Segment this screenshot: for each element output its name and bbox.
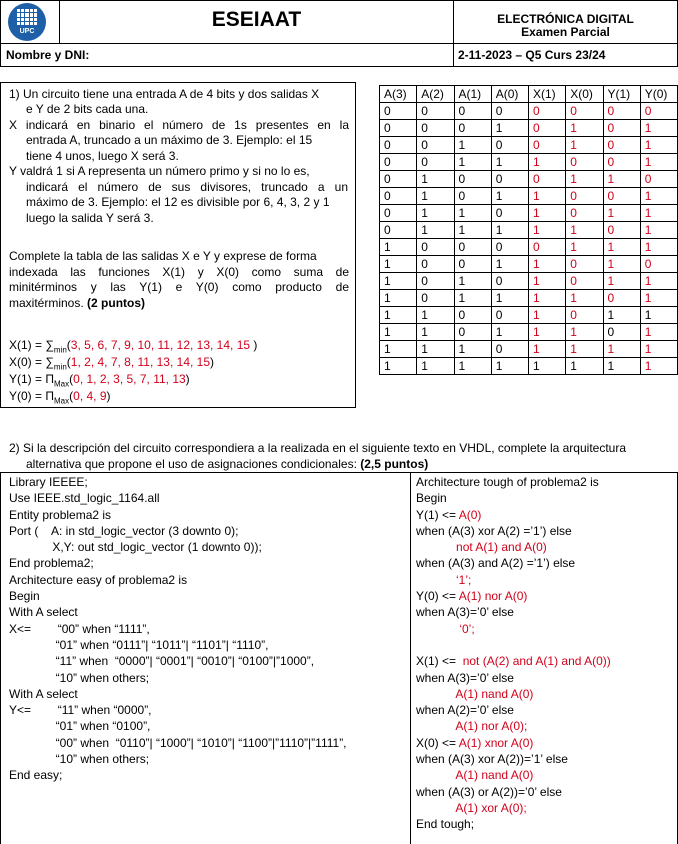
name-cell [0, 43, 454, 67]
code-answer: ‘1’; [456, 572, 472, 587]
table-row [380, 358, 678, 375]
code-answer: A(1) xnor A(0) [458, 735, 534, 750]
table-cell: 0 [417, 120, 454, 137]
table-cell: 1 [454, 273, 491, 290]
code-line: “10” when others; [9, 752, 150, 767]
table-cell: 1 [417, 307, 454, 324]
table-cell: 0 [380, 137, 417, 154]
code-line: End problema2; [9, 556, 94, 571]
p1-task-line [9, 296, 349, 311]
table-cell: 0 [491, 239, 528, 256]
table-row [380, 154, 678, 171]
table-cell: 1 [566, 324, 603, 341]
table-cell: 1 [566, 171, 603, 188]
table-cell: 1 [640, 188, 677, 205]
table-cell: 0 [454, 120, 491, 137]
table-cell: 1 [603, 171, 640, 188]
code-line: when (A(3) and A(2) =’1’) else [416, 556, 576, 571]
table-cell: 1 [529, 205, 566, 222]
code-answer: A(0) [458, 507, 482, 522]
code-line: “11” when “0000”| “0001”| “0010”| “0100”|”1000”, [9, 654, 315, 669]
code-line: when (A(3) xor A(2))=’1’ else [416, 752, 568, 767]
p1-line: Y valdrá 1 si A representa un número primo y si no lo es, [9, 164, 310, 178]
table-cell: 1 [640, 154, 677, 171]
name-label: Nombre y DNI: [6, 48, 90, 62]
table-cell: 1 [603, 205, 640, 222]
table-cell: 1 [566, 222, 603, 239]
table-cell: 1 [491, 154, 528, 171]
school-cell [59, 0, 454, 44]
table-cell: 1 [380, 290, 417, 307]
code-line: “01” when “0111”| “1011”| “1101”| “1110”, [9, 637, 269, 652]
answer-y1: 0, 1, 2, 3, 5, 7, 11, 13 [73, 372, 186, 386]
p2-intro-line2 [26, 457, 666, 472]
table-cell: 0 [566, 205, 603, 222]
vhdl-code-tough [416, 474, 611, 833]
table-row [380, 290, 678, 307]
code-line: With A select [9, 686, 78, 701]
table-cell: 0 [566, 154, 603, 171]
table-row [380, 103, 678, 120]
table-cell: 1 [640, 290, 677, 307]
table-cell: 0 [417, 273, 454, 290]
table-cell: 1 [491, 188, 528, 205]
table-cell: 0 [491, 307, 528, 324]
header-a3: A(3) [380, 86, 417, 103]
table-cell: 1 [380, 307, 417, 324]
table-cell: 0 [529, 103, 566, 120]
table-cell: 1 [380, 341, 417, 358]
table-cell: 1 [603, 307, 640, 324]
code-line: Y<= “11” when “0000”, [9, 703, 152, 718]
table-cell: 1 [380, 324, 417, 341]
table-cell: 0 [566, 273, 603, 290]
function-y1: $Y(1) = \Pi_{Max}(0$, 1, 2, 3, 5, 7, 11, 13) [9, 372, 190, 389]
code-line: Port ( A: in std_logic_vector (3 downto 0); [9, 523, 239, 538]
code-line [416, 686, 611, 702]
p1-line: luego la salida Y será 3. [26, 211, 154, 225]
table-cell: 0 [529, 120, 566, 137]
table-cell: 0 [603, 324, 640, 341]
table-cell: 0 [454, 256, 491, 273]
p2-points: (2,5 puntos) [360, 457, 429, 471]
table-cell: 1 [491, 256, 528, 273]
table-cell: 0 [603, 188, 640, 205]
table-row [380, 188, 678, 205]
exam-type: Examen Parcial [521, 25, 610, 39]
date-cell [453, 43, 678, 67]
code-line: when A(3)=’0’ else [416, 605, 514, 620]
code-line: when A(2)=’0’ else [416, 703, 514, 718]
table-cell: 1 [603, 358, 640, 375]
table-cell: 1 [417, 171, 454, 188]
code-column-divider [410, 472, 411, 844]
code-line [416, 767, 611, 783]
table-cell: 0 [380, 205, 417, 222]
table-cell: 1 [640, 205, 677, 222]
code-line: Architecture easy of problema2 is [9, 572, 188, 587]
table-cell: 0 [491, 171, 528, 188]
code-line: when A(3)=’0’ else [416, 670, 514, 685]
code-line [416, 621, 611, 637]
table-cell: 1 [566, 341, 603, 358]
table-cell: 1 [529, 341, 566, 358]
table-cell: 1 [640, 324, 677, 341]
code-answer: not A(1) and A(0) [456, 540, 547, 555]
p1-points: (2 puntos) [87, 296, 146, 310]
function-y0: $Y(0) = \Pi_{Max}(0$, 4, 9) [9, 389, 111, 406]
course-title: ELECTRÓNICA DIGITAL [497, 12, 634, 26]
p1-task-line: Complete la tabla de las salidas X e Y y exprese de forma [9, 249, 317, 263]
table-cell: 0 [417, 239, 454, 256]
table-cell: 1 [640, 239, 677, 256]
table-cell: 1 [529, 256, 566, 273]
table-cell: 1 [454, 154, 491, 171]
table-row [380, 171, 678, 188]
header-a1: A(1) [454, 86, 491, 103]
table-cell: 0 [417, 154, 454, 171]
code-line: X(1) <= not (A(2) and A(1) and A(0)) [416, 654, 611, 669]
answer-x0: 1, 2, 4, 7, 8, 11, 13, 14, 15 [70, 355, 211, 369]
code-line [416, 539, 611, 555]
table-cell: 1 [603, 256, 640, 273]
table-cell: 1 [603, 273, 640, 290]
table-cell: 0 [454, 171, 491, 188]
table-cell: 1 [566, 120, 603, 137]
table-cell: 1 [640, 307, 677, 324]
table-cell: 1 [640, 358, 677, 375]
code-line: End easy; [9, 768, 63, 783]
table-cell: 1 [454, 358, 491, 375]
code-line [416, 718, 611, 734]
table-cell: 1 [491, 290, 528, 307]
table-cell: 0 [566, 307, 603, 324]
table-row [380, 307, 678, 324]
code-answer: A(1) nor A(0) [458, 589, 528, 604]
code-answer: A(1) nand A(0) [455, 686, 534, 701]
code-answer: A(1) xor A(0); [455, 800, 527, 815]
table-cell: 1 [454, 205, 491, 222]
header-x0: X(0) [566, 86, 603, 103]
table-cell: 0 [380, 188, 417, 205]
table-cell: 0 [417, 103, 454, 120]
table-cell: 1 [380, 273, 417, 290]
table-cell: 1 [454, 222, 491, 239]
table-cell: 0 [454, 307, 491, 324]
code-answer: not (A(2) and A(1) and A(0)) [462, 654, 611, 669]
code-line: Architecture tough of problema2 is [416, 475, 599, 489]
table-cell: 1 [417, 188, 454, 205]
function-x0: $X(0) = \sum_{min}(1$, 2, 4, 7, 8, 11, 13, 14, 15) [9, 355, 215, 372]
answer-x1: 3, 5, 6, 7, 9, 10, 11, 12, 13, 14, 15 [70, 338, 251, 352]
table-cell: 1 [566, 137, 603, 154]
code-line: Use IEEE.std_logic_1164.all [9, 491, 160, 506]
code-line: X(0) <= A(1) xnor A(0) [416, 735, 534, 750]
table-cell: 1 [380, 358, 417, 375]
table-cell: 1 [491, 324, 528, 341]
table-cell: 1 [417, 205, 454, 222]
table-cell: 1 [529, 222, 566, 239]
code-line: Entity problema2 is [9, 507, 112, 522]
table-row [380, 222, 678, 239]
code-line: Begin [9, 589, 40, 604]
code-line: Y(0) <= A(1) nor A(0) [416, 589, 528, 604]
table-cell: 0 [491, 137, 528, 154]
table-cell: 1 [529, 307, 566, 324]
table-cell: 1 [566, 239, 603, 256]
table-cell: 1 [454, 137, 491, 154]
table-cell: 0 [529, 171, 566, 188]
table-row [380, 256, 678, 273]
table-cell: 0 [380, 103, 417, 120]
p2-intro-line1: 2) Si la descripción del circuito correspondiera a la realizada en el siguiente texto en VHDL, complete la arquitectura [9, 441, 626, 455]
table-cell: 0 [417, 256, 454, 273]
table-cell: 0 [603, 290, 640, 307]
table-cell: 0 [454, 103, 491, 120]
table-cell: 0 [603, 103, 640, 120]
header-a2: A(2) [417, 86, 454, 103]
p1-task-line: indexada las funciones X(1) y X(0) como suma de [9, 265, 349, 279]
table-cell: 0 [566, 188, 603, 205]
table-cell: 0 [454, 239, 491, 256]
header-a0: A(0) [491, 86, 528, 103]
table-cell: 0 [640, 256, 677, 273]
table-cell: 1 [454, 290, 491, 307]
table-row [380, 239, 678, 256]
table-cell: 0 [417, 137, 454, 154]
function-x1: $X(1) = \sum_{min}(3$, 5, 6, 7, 9, 10, 11, 12, 13, 14, 15 ) [9, 338, 258, 355]
truth-table-header-row [380, 86, 678, 103]
answer-y0: 0, 4, 9 [73, 389, 107, 403]
code-line: X,Y: out std_logic_vector (1 downto 0)); [9, 540, 262, 555]
header-y0: Y(0) [640, 86, 677, 103]
code-answer: ‘0’; [459, 621, 475, 636]
code-answer: A(1) nor A(0); [455, 719, 528, 734]
table-row [380, 137, 678, 154]
table-cell: 1 [640, 120, 677, 137]
table-cell: 1 [529, 290, 566, 307]
table-cell: 1 [640, 222, 677, 239]
table-row [380, 205, 678, 222]
table-cell: 0 [491, 205, 528, 222]
table-cell: 0 [529, 137, 566, 154]
table-cell: 0 [491, 341, 528, 358]
p1-line: 1) Un circuito tiene una entrada A de 4 bits y dos salidas X [9, 87, 320, 101]
table-cell: 1 [380, 239, 417, 256]
table-cell: 1 [566, 290, 603, 307]
table-cell: 1 [640, 273, 677, 290]
p1-line: máximo de 3. Ejemplo: el 12 es divisible por 6, 4, 3, 2 y 1 [26, 195, 330, 209]
table-cell: 0 [640, 171, 677, 188]
table-cell: 1 [380, 256, 417, 273]
table-cell: 1 [417, 341, 454, 358]
table-row [380, 324, 678, 341]
table-cell: 1 [529, 358, 566, 375]
table-cell: 1 [529, 324, 566, 341]
header-x1: X(1) [529, 86, 566, 103]
table-cell: 0 [454, 324, 491, 341]
code-line: “00” when “0110”| “1000”| “1010”| “1100”|”1110”|”1111”, [9, 735, 347, 750]
table-cell: 1 [529, 154, 566, 171]
table-cell: 1 [529, 273, 566, 290]
table-cell: 0 [380, 154, 417, 171]
date-info: 2-11-2023 – Q5 Curs 23/24 [458, 48, 606, 62]
upc-logo-icon [8, 3, 46, 41]
table-cell: 1 [491, 120, 528, 137]
code-line [416, 572, 611, 588]
table-cell: 0 [380, 222, 417, 239]
logo-text: UPC [19, 28, 35, 35]
table-cell: 0 [417, 290, 454, 307]
code-line: With A select [9, 605, 78, 620]
table-cell: 0 [603, 222, 640, 239]
code-answer: A(1) nand A(0) [455, 768, 534, 783]
code-line: Y(1) <= A(0) [416, 507, 482, 522]
header-y1: Y(1) [603, 86, 640, 103]
logo-cell [0, 0, 60, 44]
table-cell: 0 [603, 120, 640, 137]
table-row [380, 273, 678, 290]
table-cell: 1 [529, 188, 566, 205]
p1-functions [9, 337, 257, 405]
p1-line: indicará el número de sus divisores, truncado a un [26, 180, 348, 194]
table-cell: 0 [380, 171, 417, 188]
code-line [416, 637, 611, 653]
code-line: X<= “00” when “1111”, [9, 621, 150, 636]
code-line: when (A(3) xor A(2) =’1’) else [416, 523, 572, 538]
table-cell: 0 [529, 239, 566, 256]
table-cell: 1 [491, 222, 528, 239]
table-cell: 0 [640, 103, 677, 120]
code-line: Begin [416, 491, 447, 506]
table-cell: 0 [491, 103, 528, 120]
table-cell: 1 [640, 341, 677, 358]
table-cell: 0 [566, 103, 603, 120]
table-cell: 0 [603, 137, 640, 154]
code-line: “10” when others; [9, 670, 150, 685]
table-cell: 1 [417, 324, 454, 341]
table-cell: 1 [417, 222, 454, 239]
table-cell: 1 [566, 358, 603, 375]
code-line: End tough; [416, 817, 475, 832]
code-line: when (A(3) or A(2))=’0’ else [416, 784, 562, 799]
code-line [416, 800, 611, 816]
p1-line: e Y de 2 bits cada una. [26, 102, 149, 116]
table-cell: 1 [417, 358, 454, 375]
p1-line: entrada A, truncado a un máximo de 3. Ejemplo: el 15 [26, 133, 313, 147]
table-cell: 1 [454, 341, 491, 358]
table-cell: 0 [491, 273, 528, 290]
p1-task-line: minitérminos y las Y(1) e Y(0) como producto de [9, 280, 349, 294]
code-line: “01” when “0100”, [9, 719, 151, 734]
code-line: Library IEEEE; [9, 475, 88, 489]
table-row [380, 120, 678, 137]
table-cell: 0 [603, 154, 640, 171]
vhdl-code-easy [9, 474, 347, 784]
table-row [380, 341, 678, 358]
p1-line: tiene 4 unos, luego X será 3. [26, 149, 179, 163]
table-cell: 1 [603, 239, 640, 256]
truth-table [379, 85, 678, 375]
table-cell: 1 [491, 358, 528, 375]
course-cell [453, 0, 678, 44]
table-cell: 0 [380, 120, 417, 137]
school-name: ESEIAAT [211, 8, 302, 31]
p1-line: X indicará en binario el número de 1s presentes en la [9, 118, 349, 132]
table-cell: 0 [454, 188, 491, 205]
table-cell: 1 [603, 341, 640, 358]
p1-task-text: maxitérminos. [9, 296, 84, 310]
table-cell: 1 [640, 137, 677, 154]
table-cell: 0 [566, 256, 603, 273]
p2-intro-text: alternativa que propone el uso de asignaciones condicionales: [26, 457, 357, 471]
